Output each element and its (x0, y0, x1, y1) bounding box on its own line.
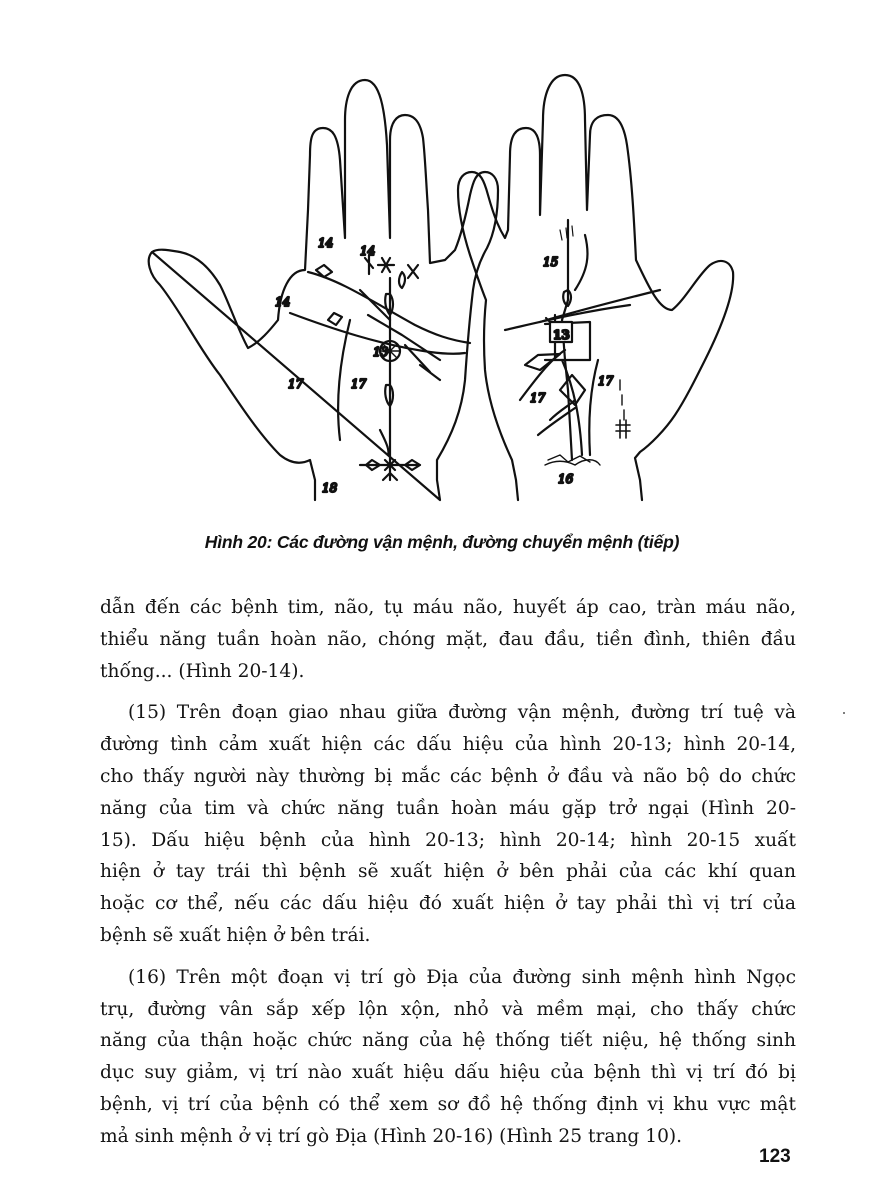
label-14-c: 14 (360, 244, 376, 258)
text-line: mả sinh mệnh ở vị trí gò Địa (Hình 20-16) (Hình 25 trang 10). (100, 1125, 683, 1147)
text-line: hiện ở tay trái thì bệnh sẽ xuất hiện ở bên phải của các khí quan (100, 861, 796, 883)
page-number: 123 (759, 1146, 791, 1167)
text-line: thống... (Hình 20-14). (100, 660, 305, 682)
label-13-left: 13 (373, 345, 389, 359)
text-line: hoặc cơ thể, nếu các dấu hiệu đó xuất hiện ở tay phải thì vị trí của (100, 893, 796, 915)
label-14-a: 14 (275, 295, 291, 309)
label-16: 16 (558, 472, 574, 486)
text-line: thiểu năng tuần hoàn não, chóng mặt, đau đầu, tiền đình, thiên đầu (100, 628, 796, 650)
label-17-b: 17 (351, 377, 367, 391)
left-hand-drawing (149, 80, 498, 500)
text-line: bệnh, vị trí của bệnh có thể xem sơ đồ hệ thống định vị khu vực mật (100, 1093, 796, 1115)
text-line: dục suy giảm, vị trí nào xuất hiệu dấu hiệu của bệnh thì vị trí đó bị (100, 1062, 796, 1084)
text-line: (15) Trên đoạn giao nhau giữa đường vận mệnh, đường trí tuệ và (128, 702, 796, 724)
paragraph-16 (100, 962, 796, 1153)
figure-caption: Hình 20: Các đường vận mệnh, đường chuyển mệnh (tiếp) (204, 532, 680, 552)
palm-illustration (140, 60, 780, 505)
text-line: dẫn đến các bệnh tim, não, tụ máu não, huyết áp cao, tràn máu não, (100, 597, 796, 618)
paragraph-14-continuation (100, 592, 796, 687)
label-15: 15 (543, 255, 559, 269)
label-17-a: 17 (288, 377, 304, 391)
text-line: trụ, đường vân sắp xếp lộn xộn, nhỏ và mềm mại, cho thấy chức (100, 998, 796, 1020)
paragraph-15 (100, 697, 796, 951)
body-text (100, 592, 796, 1153)
right-hand-drawing (458, 75, 733, 500)
label-13-right: 13 (553, 328, 570, 342)
label-17-c: 17 (530, 391, 546, 405)
text-line: 15). Dấu hiệu bệnh của hình 20-13; hình 20-14; hình 20-15 xuất (100, 829, 796, 851)
text-line: cho thấy người này thường bị mắc các bệnh ở đầu và não bộ do chức (100, 765, 796, 787)
label-14-b: 14 (318, 236, 334, 250)
text-line: bệnh sẽ xuất hiện ở bên trái. (100, 924, 371, 946)
text-line: (16) Trên một đoạn vị trí gò Địa của đường sinh mệnh hình Ngọc (128, 966, 796, 988)
label-17-d: 17 (598, 374, 614, 388)
scan-speck (843, 712, 845, 714)
text-line: đường tình cảm xuất hiện các dấu hiệu của hình 20-13; hình 20-14, (100, 734, 796, 756)
label-18: 18 (322, 481, 338, 495)
text-line: năng của tim và chức năng tuần hoàn máu gặp trở ngại (Hình 20- (100, 797, 796, 819)
text-line: năng của thận hoặc chức năng của hệ thống tiết niệu, hệ thống sinh (100, 1030, 796, 1052)
